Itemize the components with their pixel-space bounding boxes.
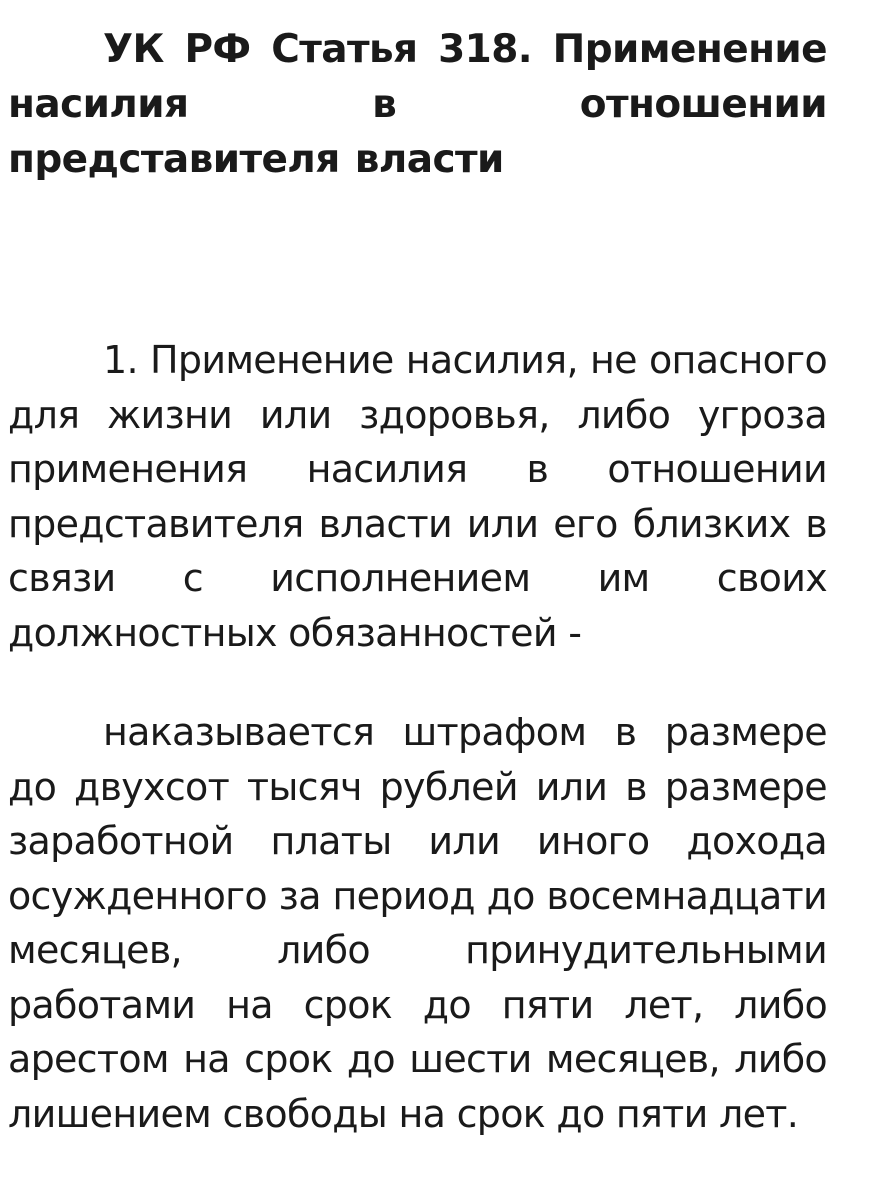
article-title: УК РФ Статья 318. Применение насилия в отношении представителя власти [8, 27, 827, 182]
article-paragraph-1: 1. Применение насилия, не опасного для жизни или здоровья, либо угроза применения насилия в отношении представителя власти или его близких в связи с исполнением им своих должностных обязанностей - [8, 338, 827, 655]
article-paragraph-2: наказывается штрафом в размере до двухсот тысяч рублей или в размере заработной платы или иного дохода осужденного за период до восемнадцати месяцев, либо принудительными работами на срок до пяти лет, либо арестом на срок до шести месяцев, либо лишением свободы на срок до пяти лет. [8, 710, 827, 1136]
